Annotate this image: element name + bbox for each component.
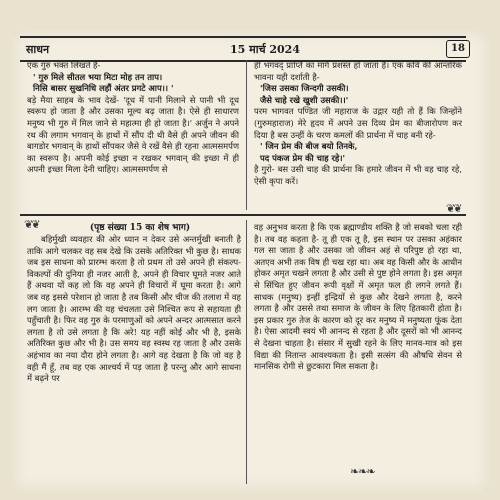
quote-line-4: पद पंकज प्रेम की चाह रहे।' (260, 152, 346, 163)
couplet-line-1: ' गुरु मिले सीतल भया मिटा मोह तन ताप। (33, 71, 163, 82)
page-number: 18 (446, 40, 470, 58)
section-name: साधन (26, 43, 50, 56)
quote-line-1: 'जिस उसका जिन्दगी उसकी। (260, 83, 349, 94)
paragraph: वह अनुभव करता है कि एक ब्रह्माण्डीय शक्ति है जो सबको चला रही है। तब वह कहता है- तू ही एक तू है, इस स्थान पर उसका अहंकार गल सा जाता है और उसका जो जीवन अहं से परिपुष्ट हो रहा था, अतएव अभी तक विष ही चख रहा था। अब वह किसी और के आधीन होकर अमृत चखने लगता है और उसी से पुष्ट होने लगता है। इस अमृत से सिंचित हुए जीवन रूपी वृक्षों में अमृत फल ही लगने लगते हैं। साधक (मनुष्य) इन्हीं इन्द्रियों से कुछ और देखने लगता है, करने लगता है और उससे तथा समाज के जीवन के लिए हितकारी होता है। इस प्रकार गुरु तेज के कारण को दूर कर मनुष्य में मनुष्यता फूंक देता है। ऐसा आदमी स्वयं भी आनन्द से रहता है और दूसरों को भी आनन्द से देखना चाहता है। संसार में सुखी रहने के लिए मानव-मात्र को इस विद्या की नितान्त आवश्यकता है। इसी सत्संग की औषधि सेवन से मानसिक रोगी से छुटकारा मिल सकता है। (254, 222, 462, 372)
end-ornament: ❧❧❧ (350, 465, 375, 478)
leaf-ornament-right: ❦❦ (446, 202, 461, 215)
couplet-line-2: निसि बासर सुखनिधि लहौं अंतर प्रगटे आप।। ' (33, 83, 174, 94)
continuation-title: (पृष्ठ संख्या 15 का शेष भाग) (89, 223, 191, 233)
quote-line-3: ' जिन प्रेम की बीज बयो तिनके, (260, 141, 358, 152)
left-top-column (27, 60, 239, 208)
issue-date: 15 मार्च 2024 (230, 43, 300, 56)
left-bottom-column (27, 234, 241, 484)
paragraph: है गुरो- बस उसी चाह की प्रार्थना कि हमारे जीवन में भी वह चाह रहे, ऐसी कृपा करें। (254, 164, 462, 186)
paragraph: बड़े मैया साहब के भाव देखें- 'दूध में पानी मिलाने से पानी भी दूध स्वरूप हो जाता है और उसका मूल्य बढ़ जाता है। ऐसे ही साधारण मनुष्य भी गुरु में मिल जाने से महात्मा ही हो जाता है।' अर्जुन ने अपने रथ की लगाम भगवान् के हाथों में सौंप दी थी वैसे ही अपने जीवन की बागडोर भगवान् के हाथों सौंपकर जैसे वे रखें वैसे ही रहना आत्मसमर्पण का स्वरूप है। अपनी कोई इच्छा न रखकर भगवान् की इच्छा में ही अपनी इच्छा मिला देनी चाहिए। आत्मसमर्पण से (27, 94, 239, 175)
column-divider (246, 60, 247, 210)
page-header (20, 36, 466, 62)
intro-line: एक गुरु भक्त लिखते हैं- (27, 60, 101, 70)
column-divider-bottom (246, 220, 247, 484)
section-rule (20, 214, 466, 216)
leaf-ornament-left: ❦❦ (24, 218, 39, 231)
paragraph: परम भागवत पण्डित जी महाराज के उद्गार यही तो हैं कि जिन्होंने (गुरुमहाराज) मेरे हृदय में अपने उस दिव्य प्रेम का बीजारोपण कर दिया है बस उन्हीं के चरण कमलों की प्रार्थना में चाह बनी रहे- (254, 106, 462, 140)
right-top-column (254, 60, 462, 210)
paragraph: ही भगवद् प्राप्ति का मार्ग प्रशस्त हो जाता है। एक कवि की आन्तरिक भावना यही दर्शाती है- (254, 60, 462, 82)
right-bottom-column (254, 222, 462, 450)
quote-line-2: जैसे चाहे रखे खुशी उसकी।।' (260, 94, 349, 105)
paragraph: बहिर्मुखी व्यवहार की ओर ध्यान न देकर उसे अन्तर्मुखी बनाती है ताकि आगे चलकर वह सब देखे कि उसके अतिरिक्त भी कुछ है। साधक जब इस साधना को प्रारम्भ करता है तो प्रथम तो उसे अपने ही संकल्प-विकल्पों की दुनिया ही नजर आती है, अपने ही विचार घूमते नजर आते हैं अथवा यों कह लो कि वह अपने ही विचारों में घूमा करता है। आगे जब वह इससे परेशान हो जाता है तब किसी और चीज की तलाश में वह लग जाता है। आरम्भ की यह चंचलता उसे निश्चित रूप से सहायता ही पहुँचाती है। फिर वह गुरु के परमाणुओं को अपने अन्दर आत्मसात करने लगता है तो उसे लगता है कि अरे! यह नहीं कोई और भी है, इसके अतिरिक्त कुछ और भी है। उस समय वह स्वस्थ रह जाता है और उसके अहंभाव का नया दौरा होने लगता है। आगे वह देखता है कि जो वह है वही मैं हूँ, तब वह एक आश्चर्य में पड़ जाता है परन्तु और आगे साधना में बढ़ने पर (27, 234, 241, 384)
